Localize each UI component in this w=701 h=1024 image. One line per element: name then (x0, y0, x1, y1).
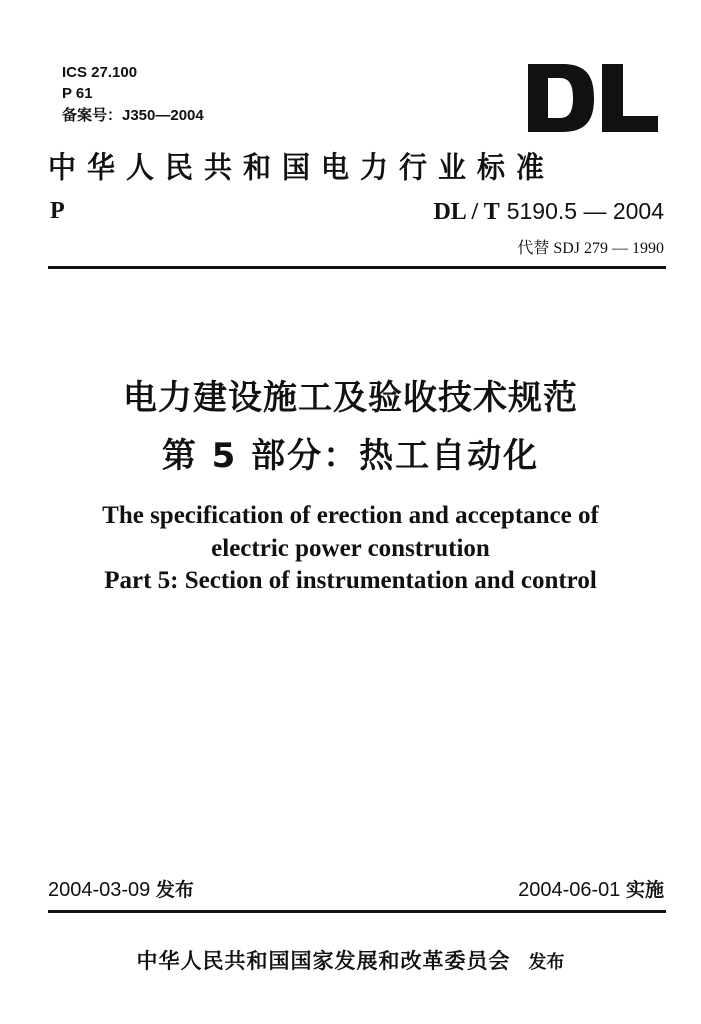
issue-date-label: 发布 (155, 879, 194, 901)
cn-title-line-2: 第 5 部分：热工自动化 (161, 436, 540, 476)
implement-date-value: 2004-06-01 (518, 879, 621, 901)
en-title-line-3: Part 5: Section of instrumentation and control (104, 567, 597, 594)
cn-title-line-1: 电力建设施工及验收技术规范 (123, 378, 578, 418)
ics-code: ICS 27.100 (62, 64, 138, 81)
implement-date (518, 875, 664, 902)
record-number: 备案号：J350—2004 (62, 107, 204, 124)
en-title-line-1: The specification of erection and acceptance of (102, 502, 599, 529)
issue-date-value: 2004-03-09 (48, 879, 151, 901)
standard-number-digits: 5190.5 — 2004 (506, 198, 664, 224)
dl-logo (528, 64, 658, 132)
p-code: P 61 (62, 85, 93, 102)
standard-number-prefix: DL / T (433, 199, 500, 225)
publisher-organization: 中华人民共和国国家发展和改革委员会 (136, 948, 511, 973)
publisher (0, 945, 701, 975)
replaces-standard: 代替 SDJ 279 — 1990 (517, 240, 664, 257)
bottom-divider (48, 910, 666, 913)
dl-logo-letter-d (528, 64, 594, 132)
issue-date (48, 875, 194, 902)
standard-title: 中华人民共和国电力行业标准 (48, 150, 556, 185)
standard-category: P (50, 198, 65, 224)
standard-number (433, 198, 664, 226)
dl-logo-letter-l (602, 64, 658, 132)
implement-date-label: 实施 (625, 879, 664, 901)
en-title-line-2: electric power constrution (211, 535, 490, 562)
top-divider (48, 266, 666, 269)
publisher-action: 发布 (528, 952, 565, 973)
